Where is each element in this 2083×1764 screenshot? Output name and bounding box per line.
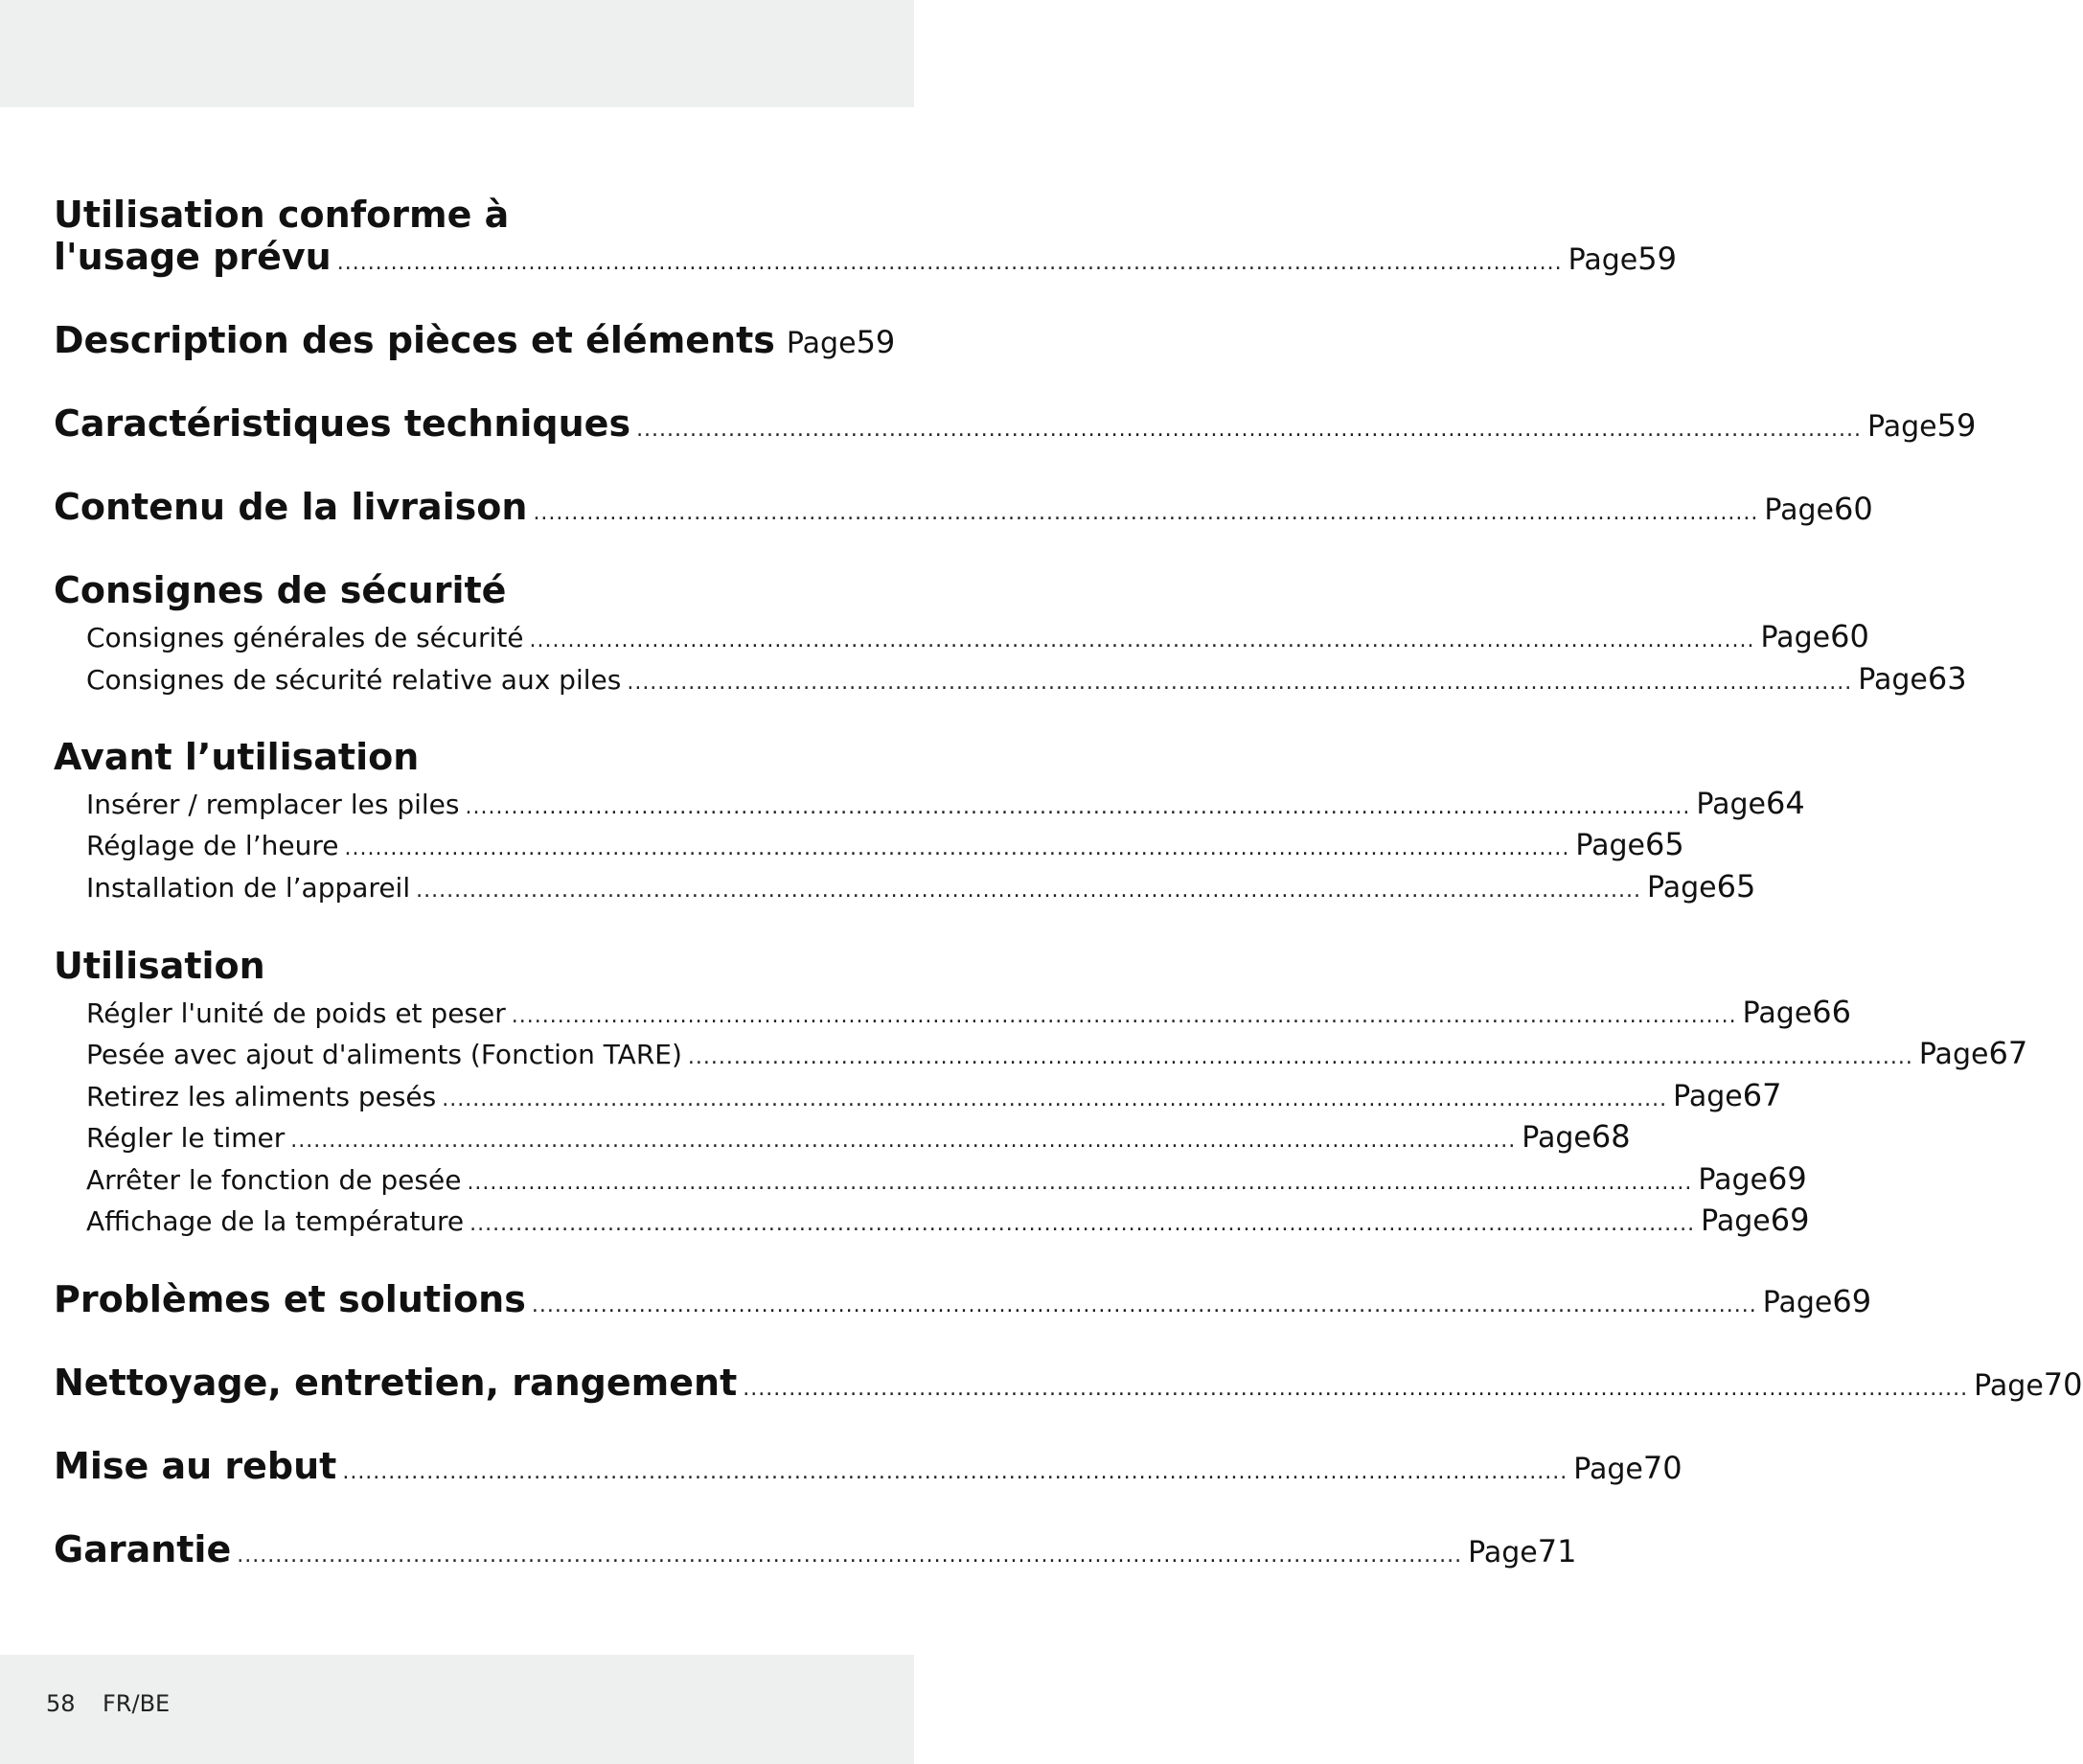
page-label: Page — [1762, 1286, 1833, 1319]
page-number: 60 — [1833, 491, 1873, 527]
toc-subentry[interactable] — [54, 994, 1852, 1030]
page-number: 70 — [1642, 1450, 1682, 1486]
toc-subentry-title: Pesée avec ajout d'aliments (Fonction TARE) — [86, 1039, 682, 1070]
toc-heading-avant[interactable]: Avant l’utilisation — [54, 736, 420, 778]
toc-entry-caracteristiques[interactable] — [54, 402, 1977, 445]
page-label: Page — [1522, 1121, 1591, 1155]
page-label: Page — [1866, 410, 1937, 444]
toc-subentry-title: Réglage de l’heure — [86, 830, 339, 861]
dot-leader: ................................................................................................................................................................ — [531, 1294, 1757, 1317]
toc-heading-consignes[interactable]: Consignes de sécurité — [54, 569, 507, 611]
page-label: Page — [1858, 663, 1928, 697]
page-number: 63 — [1927, 660, 1967, 697]
page-label: Page — [1647, 871, 1717, 905]
toc-entry-usage-prevu[interactable] — [54, 236, 1677, 278]
toc-entry-title: Garantie — [54, 1528, 232, 1570]
toc-subentry[interactable] — [54, 868, 1756, 905]
dot-leader: ................................................................................................................................................................ — [627, 671, 1853, 695]
toc-entry-title: Nettoyage, entretien, rangement — [54, 1362, 738, 1404]
footer-page-number: 58 — [46, 1690, 76, 1717]
page-number: 59 — [1936, 407, 1977, 444]
toc-subentry[interactable] — [54, 785, 1805, 821]
toc-subentry-title: Arrêter le fonction de pesée — [86, 1164, 462, 1196]
toc-subentry-title: Insérer / remplacer les piles — [86, 789, 460, 820]
dot-leader: ................................................................................................................................................................ — [743, 1377, 1969, 1401]
toc-subentry-title: Affichage de la température — [86, 1205, 465, 1237]
dot-leader: ................................................................................................................................................................ — [237, 1544, 1463, 1568]
toc-entry-contenu[interactable] — [54, 486, 1873, 528]
toc-entry-title: Description des pièces et éléments — [54, 319, 775, 361]
toc-subentry[interactable] — [54, 826, 1684, 862]
page-label: Page — [1573, 1453, 1643, 1486]
toc-entry-rebut[interactable] — [54, 1445, 1682, 1487]
page-number: 64 — [1766, 785, 1805, 821]
dot-leader: ................................................................................................................................................................ — [636, 418, 1862, 442]
page-label: Page — [1742, 997, 1813, 1030]
table-of-contents — [54, 0, 2083, 1655]
page-label: Page — [1698, 1163, 1768, 1197]
page-number: 65 — [1645, 826, 1684, 862]
toc-entry-nettoyage[interactable] — [54, 1362, 2083, 1404]
dot-leader: ................................................................................................................................................................ — [416, 879, 1642, 903]
page-number: 69 — [1770, 1202, 1810, 1238]
dot-leader: ................................................................................................................................................................ — [290, 1129, 1517, 1153]
page-number: 69 — [1832, 1283, 1872, 1319]
page-label: Page — [1468, 1536, 1538, 1569]
toc-subentry[interactable] — [54, 1160, 1807, 1197]
dot-leader: ................................................................................................................................................................ — [529, 629, 1755, 653]
page-label: Page — [1701, 1204, 1771, 1238]
dot-leader: ................................................................................................................................................................ — [342, 1460, 1568, 1484]
footer-locale: FR/BE — [103, 1690, 171, 1717]
toc-subentry[interactable] — [54, 1035, 2028, 1071]
page-number: 69 — [1767, 1160, 1807, 1197]
page-number: 67 — [1742, 1077, 1782, 1113]
page-number: 65 — [1716, 868, 1756, 905]
dot-leader: ................................................................................................................................................................ — [511, 1004, 1737, 1028]
page-label: Page — [1764, 493, 1834, 527]
toc-subentry-title: Installation de l’appareil — [86, 872, 411, 904]
toc-heading-utilisation[interactable]: Utilisation — [54, 945, 265, 987]
page-number: 67 — [1988, 1035, 2028, 1071]
dot-leader: ................................................................................................................................................................ — [469, 1212, 1696, 1236]
dot-leader: ................................................................................................................................................................ — [533, 501, 1759, 525]
dot-leader: ................................................................................................................................................................ — [336, 251, 1563, 275]
page-label: Page — [1974, 1369, 2044, 1403]
page-number: 66 — [1812, 994, 1852, 1030]
toc-heading-line: Utilisation conforme à — [54, 194, 510, 236]
page-number: 60 — [1830, 618, 1869, 654]
dot-leader: ................................................................................................................................................................ — [687, 1045, 1913, 1069]
toc-entry-title: Problèmes et solutions — [54, 1278, 526, 1320]
page-label: Page — [1918, 1038, 1989, 1071]
page-label: Page — [1696, 788, 1767, 821]
page-label: Page — [1673, 1080, 1743, 1113]
toc-subentry[interactable] — [54, 618, 1869, 654]
toc-subentry[interactable] — [54, 1077, 1782, 1113]
page-number: 68 — [1591, 1118, 1631, 1155]
toc-entry-title: Caractéristiques techniques — [54, 402, 631, 445]
toc-subentry-title: Consignes générales de sécurité — [86, 622, 524, 653]
toc-entry-title: l'usage prévu — [54, 236, 332, 278]
page-label: Page — [786, 327, 857, 360]
toc-subentry[interactable] — [54, 1202, 1810, 1238]
toc-subentry[interactable] — [54, 660, 1967, 697]
page-number: 71 — [1537, 1533, 1577, 1569]
toc-subentry-title: Régler le timer — [86, 1122, 286, 1154]
toc-entry-title: Contenu de la livraison — [54, 486, 528, 528]
page-label: Page — [1568, 243, 1638, 277]
dot-leader: ................................................................................................................................................................ — [344, 836, 1570, 860]
toc-entry-problemes[interactable] — [54, 1278, 1872, 1320]
toc-entry-garantie[interactable] — [54, 1528, 1577, 1570]
page-label: Page — [1760, 621, 1831, 654]
toc-subentry-title: Consignes de sécurité relative aux piles — [86, 664, 622, 696]
dot-leader: ................................................................................................................................................................ — [442, 1088, 1668, 1111]
toc-subentry-title: Retirez les aliments pesés — [86, 1081, 437, 1112]
page-number: 59 — [856, 324, 896, 360]
dot-leader: ................................................................................................................................................................ — [467, 1171, 1693, 1195]
toc-entry-title: Mise au rebut — [54, 1445, 337, 1487]
toc-subentry[interactable] — [54, 1118, 1631, 1155]
page-number: 59 — [1637, 241, 1677, 277]
dot-leader: ................................................................................................................................................................ — [465, 795, 1691, 819]
toc-entry-description[interactable] — [54, 319, 896, 361]
page-number: 70 — [2043, 1366, 2083, 1403]
toc-subentry-title: Régler l'unité de poids et peser — [86, 997, 506, 1029]
page-label: Page — [1575, 829, 1646, 862]
